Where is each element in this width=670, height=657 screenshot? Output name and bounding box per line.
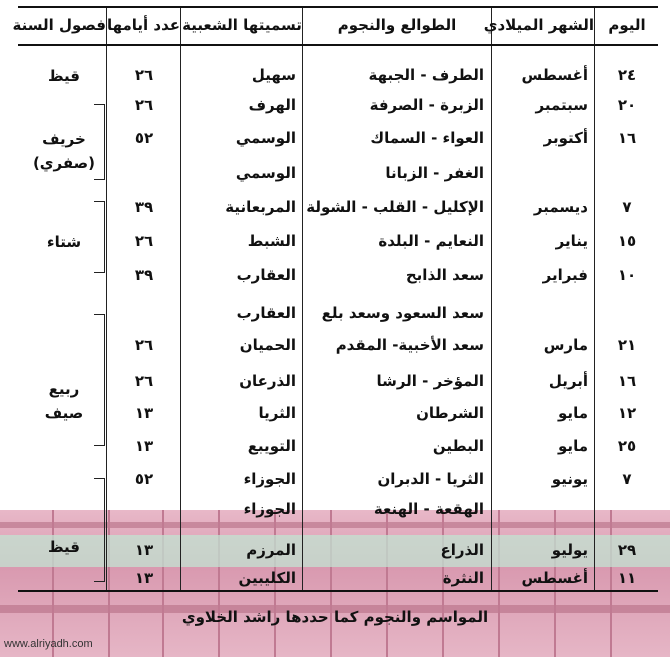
popular-name-cell: الذرعان [239,372,296,390]
popular-name-cell: المربعانية [225,198,296,216]
day-cell: ٧ [622,470,632,488]
table-row [18,563,658,593]
month-cell [494,494,594,524]
month-cell: ديسمبر [533,198,588,216]
season-qayz-2: قيظ [47,538,80,556]
popular-name-cell: الثريا [258,404,296,422]
popular-name-cell: الكليبين [238,569,296,587]
header-seasons: فصول السنة [12,16,106,34]
day-cell: ١٢ [617,404,637,422]
month-cell: فبراير [542,266,588,284]
day-cell: ٢٤ [617,66,637,84]
stars-cell: الإكليل - القلب - الشولة [306,198,484,216]
days-count-cell [108,298,180,328]
day-cell [596,494,658,524]
day-cell: ٢١ [617,336,637,354]
season-rabi: ربيع [48,380,80,398]
day-cell: ١١ [617,569,637,587]
season-sayf: صيف [44,404,84,422]
day-cell: ٧ [622,198,632,216]
table-row [18,464,658,494]
season-safari: (صفري) [32,154,96,172]
stars-cell: الغفر - الزبانا [385,164,484,182]
stars-cell: البطين [432,437,484,455]
table-row [18,494,658,524]
month-cell: أبريل [548,372,588,390]
table-row [18,60,658,90]
table-row [18,398,658,428]
days-count-cell: ١٣ [134,541,154,559]
table-row [18,366,658,396]
season-kharif: خريف [42,130,86,148]
popular-name-cell: الجوزاء [243,470,296,488]
month-cell: مايو [558,437,588,455]
table-row [18,535,658,565]
table-row [18,226,658,256]
month-cell: سبتمبر [535,96,588,114]
days-count-cell [108,494,180,524]
stars-cell: النثرة [442,569,484,587]
popular-name-cell: المرزم [246,541,296,559]
days-count-cell: ١٣ [134,437,154,455]
popular-name-cell: الوسمي [235,129,296,147]
popular-name-cell: الهرف [248,96,296,114]
stars-cell: الشرطان [416,404,484,422]
stars-cell: النعايم - البلدة [378,232,484,250]
popular-name-cell: التويبع [247,437,296,455]
day-cell [596,298,658,328]
stars-cell: المؤخر - الرشا [376,372,484,390]
table-row [18,123,658,153]
seasons-stars-table [12,6,658,592]
day-cell: ١٦ [617,372,637,390]
table-row [18,90,658,120]
days-count-cell: ٣٩ [134,266,154,284]
header-month: الشهر الميلادي [483,16,594,34]
month-cell: يونيو [551,470,588,488]
header-days-count: عدد أيامها [106,16,180,34]
source-watermark: www.alriyadh.com [4,638,93,650]
days-count-cell: ٢٦ [134,336,154,354]
stars-cell: سعد الأخبية- المقدم [335,336,484,354]
stars-cell: سعد السعود وسعد بلع [321,304,484,322]
stars-cell: الهقعة - الهنعة [373,500,484,518]
day-cell: ١٥ [617,232,637,250]
stars-cell: الطرف - الجبهة [368,66,484,84]
stars-cell: الثريا - الدبران [377,470,484,488]
day-cell: ١٦ [617,129,637,147]
month-cell: مارس [543,336,588,354]
month-cell: مايو [558,404,588,422]
days-count-cell: ١٣ [134,569,154,587]
month-cell: أكتوبر [543,129,588,147]
month-cell [494,158,594,188]
days-count-cell: ٢٦ [134,66,154,84]
month-cell: يوليو [551,541,588,559]
days-count-cell: ٥٢ [134,129,154,147]
table-row [18,298,658,328]
popular-name-cell: الشبط [247,232,296,250]
stars-cell: الزبرة - الصرفة [369,96,484,114]
header-divider [18,44,658,46]
stars-cell: سعد الذابح [405,266,484,284]
header-day: اليوم [608,16,646,34]
month-cell: يناير [555,232,588,250]
stars-cell: الذراع [440,541,484,559]
month-cell: أغسطس [521,569,588,587]
popular-name-cell: العقارب [236,304,296,322]
table-row [18,192,658,222]
stars-cell: العواء - السماك [370,129,484,147]
days-count-cell: ٢٦ [134,96,154,114]
season-shita: شتاء [46,233,82,251]
days-count-cell: ٣٩ [134,198,154,216]
season-bracket [94,478,105,582]
days-count-cell [108,158,180,188]
figure-caption: المواسم والنجوم كما حددها راشد الخلاوي [181,608,489,626]
table-row [18,158,658,188]
days-count-cell: ١٣ [134,404,154,422]
month-cell [494,298,594,328]
popular-name-cell: الوسمي [235,164,296,182]
days-count-cell: ٢٦ [134,372,154,390]
day-cell: ٢٩ [617,541,637,559]
popular-name-cell: الحميان [239,336,296,354]
header-stars: الطوالع والنجوم [337,16,457,34]
popular-name-cell: الجوزاء [243,500,296,518]
header-popular-name: تسميتها الشعبية [182,16,302,34]
day-cell: ١٠ [617,266,637,284]
month-cell: أغسطس [521,66,588,84]
table-row [18,330,658,360]
popular-name-cell: سهيل [251,66,296,84]
days-count-cell: ٥٢ [134,470,154,488]
table-row [18,260,658,290]
day-cell [596,158,658,188]
days-count-cell: ٢٦ [134,232,154,250]
day-cell: ٢٠ [617,96,637,114]
day-cell: ٢٥ [617,437,637,455]
table-row [18,431,658,461]
popular-name-cell: العقارب [236,266,296,284]
season-qayz: قيظ [47,67,80,85]
